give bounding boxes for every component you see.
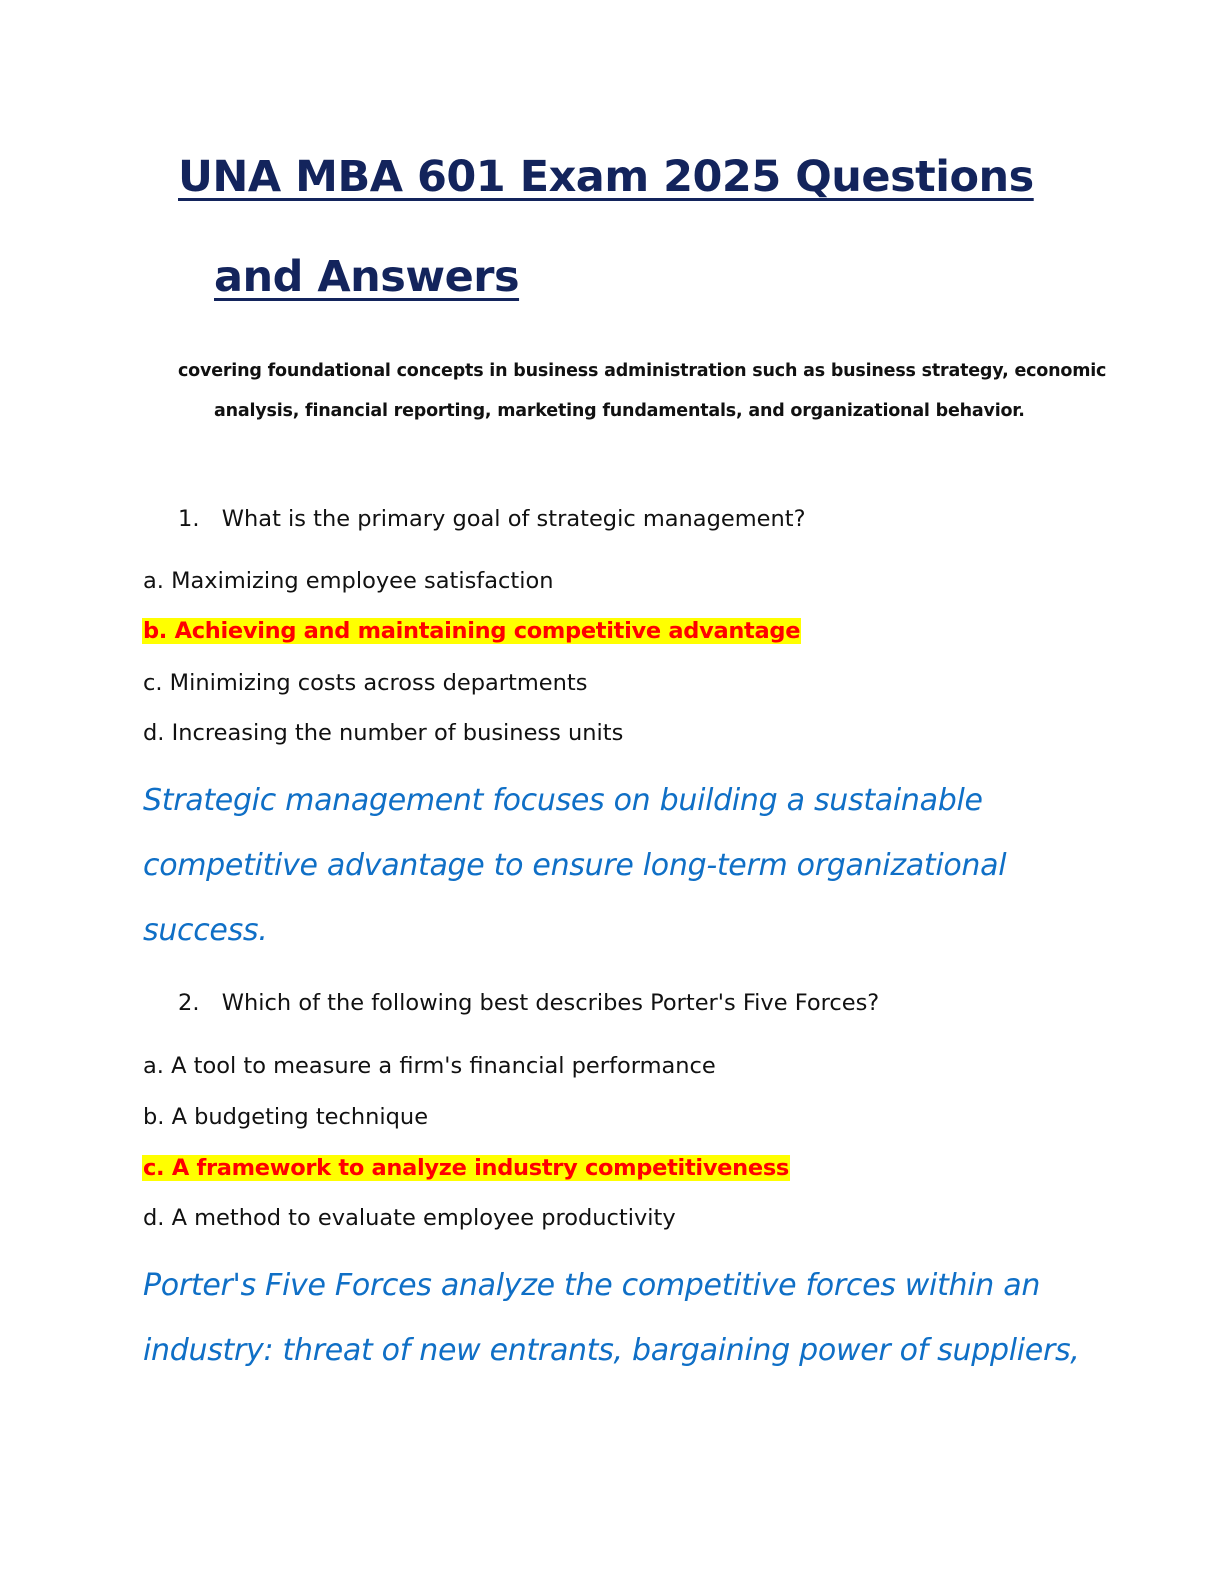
question-1	[178, 506, 806, 532]
document-subtitle-line1: covering foundational concepts in business administration such as business strategy, economic	[178, 361, 1107, 381]
question-1-option-d: d. Increasing the number of business units	[143, 720, 624, 746]
question-2-option-d: d. A method to evaluate employee productivity	[143, 1205, 676, 1231]
question-text: Which of the following best describes Porter's Five Forces?	[221, 990, 880, 1016]
question-1-option-b-correct: b. Achieving and maintaining competitive advantage	[143, 618, 801, 644]
question-2-explanation-line2: industry: threat of new entrants, bargaining power of suppliers,	[143, 1333, 1080, 1368]
question-1-explanation-line2: competitive advantage to ensure long-term organizational	[143, 848, 1007, 883]
question-number: 1.	[178, 506, 200, 532]
question-1-option-a: a. Maximizing employee satisfaction	[143, 568, 554, 594]
question-1-explanation-line3: success.	[143, 913, 268, 948]
question-1-explanation-line1: Strategic management focuses on building a sustainable	[143, 783, 983, 818]
document-title-line1: UNA MBA 601 Exam 2025 Questions	[178, 152, 1034, 202]
question-2-option-a: a. A tool to measure a firm's financial performance	[143, 1053, 716, 1079]
document-subtitle-line2: analysis, financial reporting, marketing fundamentals, and organizational behavior.	[214, 401, 1025, 421]
question-2-option-c-correct: c. A framework to analyze industry competitiveness	[143, 1155, 790, 1181]
document-title-line2: and Answers	[214, 252, 520, 302]
question-2-option-b: b. A budgeting technique	[143, 1104, 429, 1130]
question-2-explanation-line1: Porter's Five Forces analyze the competitive forces within an	[143, 1268, 1041, 1303]
question-number: 2.	[178, 990, 200, 1016]
question-text: What is the primary goal of strategic management?	[221, 506, 806, 532]
question-1-option-c: c. Minimizing costs across departments	[143, 670, 588, 696]
question-2	[178, 990, 879, 1016]
